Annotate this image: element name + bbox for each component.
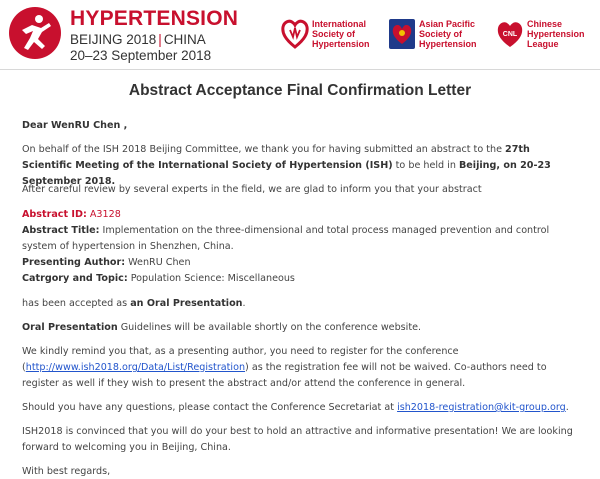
- guidelines-label: Oral Presentation: [22, 322, 118, 333]
- presentation-type: an Oral Presentation: [130, 298, 243, 309]
- brand-location: [70, 32, 238, 48]
- org-chl-line3: League: [527, 39, 559, 49]
- ish-heart-logo-icon: [281, 17, 309, 51]
- org-chl-line2: Hypertension: [527, 29, 585, 39]
- brand-separator: |: [158, 32, 162, 47]
- acceptance-text-a: has been accepted as: [22, 298, 131, 309]
- closing-paragraph: ISH2018 is convinced that you will do your best to hold an attractive and informative presentation! We are looking forward to welcoming you in Beijing, China.: [22, 426, 573, 453]
- ish-runner-logo-icon: [8, 6, 62, 60]
- org-chl-name: [527, 19, 585, 49]
- presenting-author-line: [22, 255, 582, 271]
- brand-dates: 20–23 September 2018: [70, 48, 212, 63]
- org-chl: [496, 17, 585, 51]
- questions-text-a: Should you have any questions, please contact the Conference Secretariat at: [22, 402, 398, 413]
- guidelines-line: [22, 320, 582, 336]
- guidelines-text: Guidelines will be available shortly on the conference website.: [117, 322, 422, 333]
- abstract-title-line: [22, 223, 582, 255]
- questions-text-b: .: [565, 402, 569, 413]
- brand-country: CHINA: [163, 32, 206, 47]
- org-apsh-line1: Asian Pacific: [419, 19, 476, 29]
- abstract-id-label: Abstract ID:: [22, 209, 87, 220]
- meeting-location-date: Beijing, on 20-23 September 2018.: [22, 160, 551, 187]
- org-ish-line1: International: [312, 19, 367, 29]
- category-value: Population Science: Miscellaneous: [130, 273, 295, 284]
- conference-brand: [70, 8, 238, 64]
- abstract-id-line: [22, 207, 582, 223]
- abstract-id-value: A3128: [89, 209, 121, 220]
- abstract-title-value: Implementation on the three-dimensional and total process managed prevention and control system of hypertension in Shenzhen, China.: [22, 225, 550, 252]
- presenting-author-label: Presenting Author:: [22, 257, 126, 268]
- intro-text-a: On behalf of the ISH 2018 Beijing Committee, we thank you for having submitted an abstract to the: [22, 144, 506, 155]
- conference-header: [0, 0, 600, 70]
- registration-text-a: We kindly remind you that, as a presenting author, you need to register for the conference (: [22, 346, 459, 373]
- org-apsh-name: [419, 19, 477, 49]
- org-ish-line3: Hypertension: [312, 39, 370, 49]
- category-label: Catrgory and Topic:: [22, 273, 128, 284]
- acceptance-line: [22, 296, 582, 312]
- org-apsh: [388, 17, 477, 51]
- chl-logo-icon: [496, 17, 524, 51]
- review-paragraph: After careful review by several experts in the field, we are glad to inform you that your abstract: [22, 184, 482, 195]
- presenting-author-value: WenRU Chen: [128, 257, 191, 268]
- letter-greeting: Dear WenRU Chen ,: [22, 120, 128, 131]
- org-apsh-line2: Society of: [419, 29, 463, 39]
- chl-badge-text: CNL: [502, 31, 518, 38]
- registration-link[interactable]: http://www.ish2018.org/Data/List/Registration: [25, 362, 246, 373]
- letter-title: Abstract Acceptance Final Confirmation Letter: [128, 82, 472, 99]
- org-ish-line2: Society of: [312, 29, 356, 39]
- secretariat-email-link[interactable]: ish2018-registration@kit-group.org: [397, 402, 566, 413]
- category-line: [22, 271, 582, 287]
- registration-text-b: ) as the registration fee will not be waived. Co-authors need to register as well if they wish to present the abstract and/or attend the conference in general.: [22, 362, 547, 389]
- registration-paragraph: [22, 344, 582, 392]
- org-chl-line1: Chinese: [527, 19, 563, 29]
- org-ish: [281, 17, 370, 51]
- intro-text-c: to be held in: [392, 160, 459, 171]
- signoff: With best regards,: [22, 466, 111, 477]
- meeting-name: 27th Scientific Meeting of the International Society of Hypertension (ISH): [22, 144, 530, 171]
- apsh-logo-icon: [388, 17, 416, 51]
- brand-city: BEIJING 2018: [70, 32, 157, 47]
- abstract-title-label: Abstract Title:: [22, 225, 100, 236]
- org-ish-name: [312, 19, 370, 49]
- brand-title: HYPERTENSION: [70, 7, 239, 30]
- acceptance-text-c: .: [242, 298, 246, 309]
- org-apsh-line3: Hypertension: [419, 39, 477, 49]
- questions-paragraph: [22, 400, 582, 416]
